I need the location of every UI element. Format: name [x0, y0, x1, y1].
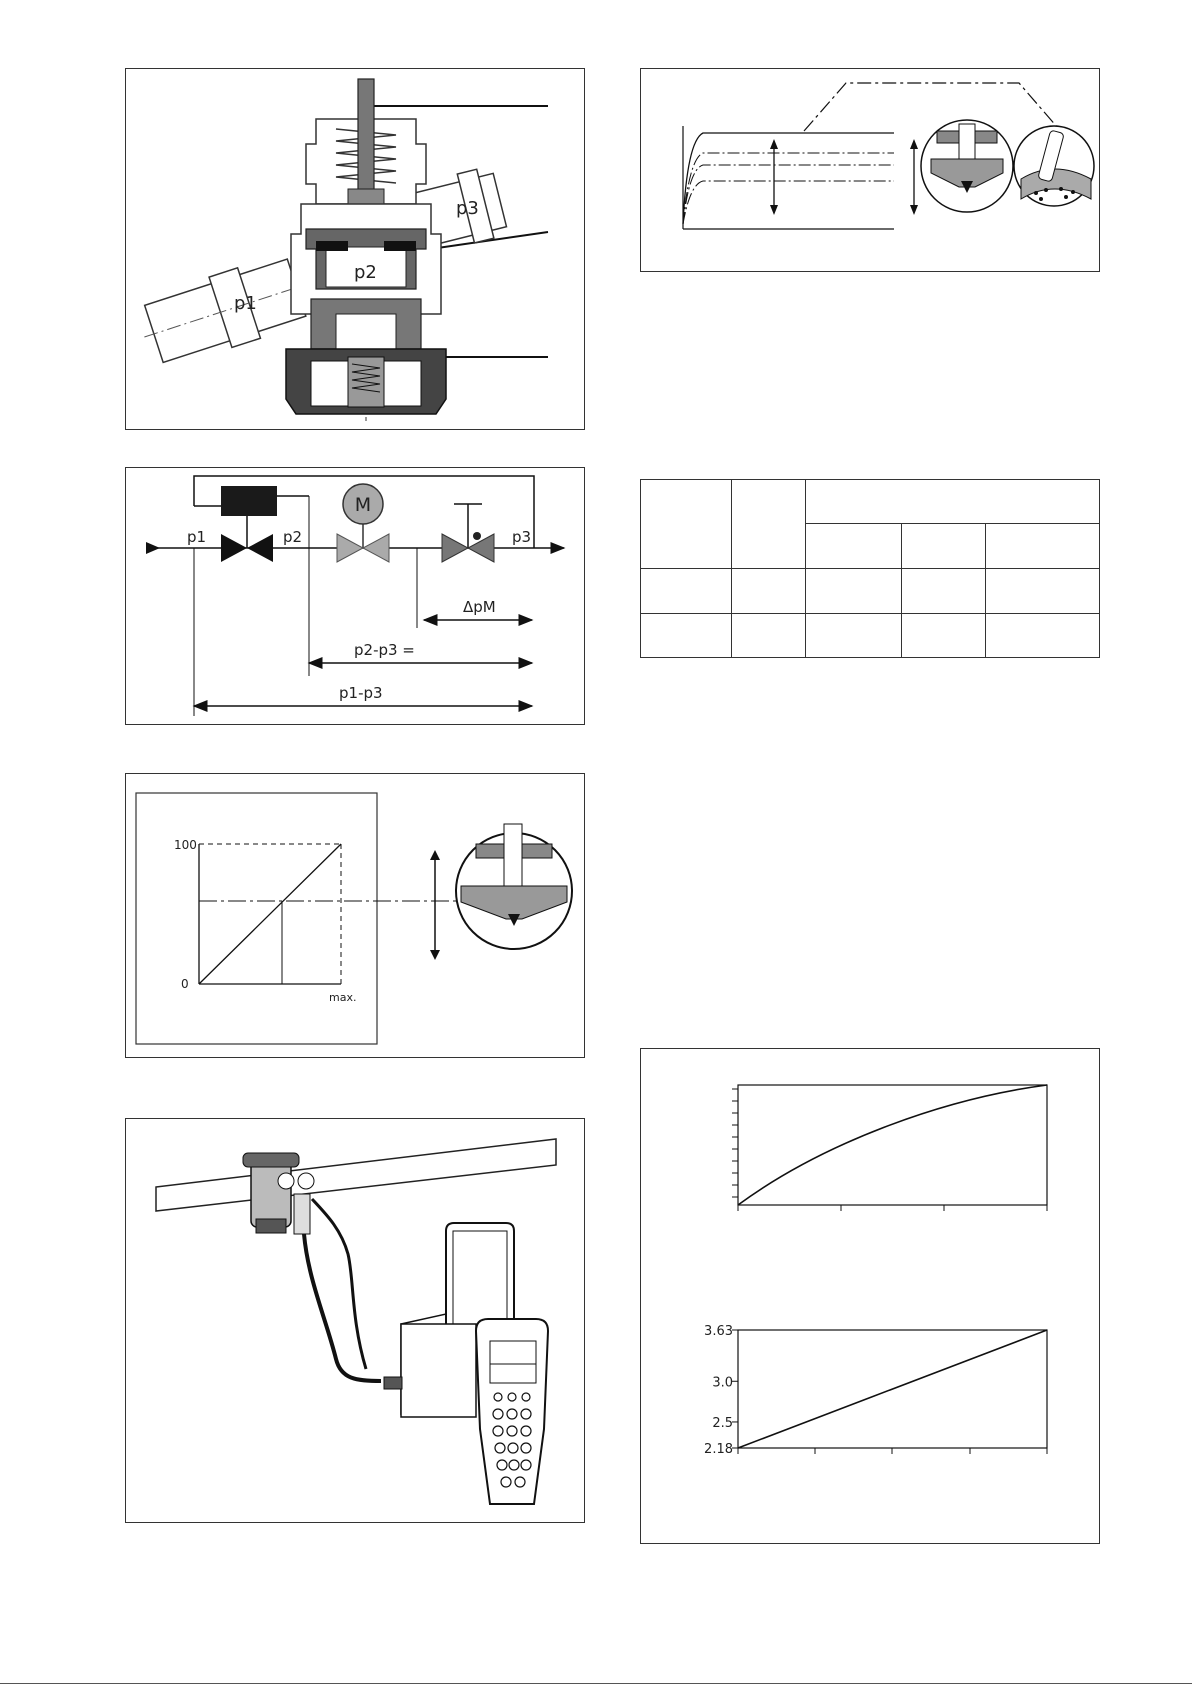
chart2-ytick-label-3: 2.5: [712, 1415, 733, 1431]
pressure-schematic-figure: [125, 467, 585, 725]
table-cell: [732, 614, 806, 658]
stroke-detail-drawing: [641, 69, 1100, 272]
table-cell: [902, 569, 986, 614]
measurement-unit: [401, 1324, 476, 1417]
table-cell: [732, 569, 806, 614]
table-cell: [806, 569, 902, 614]
p2p3-label: p2-p3 =: [354, 641, 415, 659]
table-cell: [986, 524, 1100, 569]
dpm-label: ΔpM: [463, 598, 496, 616]
pipe: [156, 1139, 556, 1211]
y-max-label: 100: [174, 838, 197, 852]
y-min-label: 0: [181, 977, 189, 991]
table-cell: [806, 480, 1100, 524]
handheld-display: [490, 1341, 536, 1383]
p3-label: p3: [512, 528, 532, 546]
valve-port-p2-label: p2: [354, 262, 377, 283]
table-cell: [902, 614, 986, 658]
meter-installation-drawing: [126, 1119, 585, 1523]
data-table: [640, 479, 1100, 658]
regulator-actuator: [221, 486, 277, 516]
setting-graph-drawing: [126, 774, 585, 1058]
charts-drawing: [641, 1049, 1100, 1544]
table-cell: [641, 614, 732, 658]
p2-label: p2: [283, 528, 303, 546]
table-cell: [902, 524, 986, 569]
p1-label: p1: [187, 528, 207, 546]
table-cell: [732, 480, 806, 569]
table-cell: [641, 569, 732, 614]
chart2-ytick-label-1: 3.63: [704, 1324, 733, 1339]
chart2-ytick-label-2: 3.0: [712, 1375, 733, 1391]
page-bottom-rule: [0, 1683, 1192, 1684]
table-cell: [986, 569, 1100, 614]
setting-graph-figure: [125, 773, 585, 1058]
table-cell: [806, 524, 902, 569]
meter-installation-figure: [125, 1118, 585, 1523]
pressure-schematic-drawing: [126, 468, 585, 725]
chart2-ytick-label-4: 2.18: [704, 1442, 733, 1457]
valve-section-figure: [125, 68, 585, 430]
p1p3-label: p1-p3: [339, 684, 383, 702]
valve-section-drawing: [126, 69, 585, 430]
chart1-plot-area: [738, 1085, 1047, 1205]
motor-label: M: [354, 494, 372, 516]
table-cell: [641, 480, 732, 569]
stroke-detail-figure: [640, 68, 1100, 272]
x-max-label: max.: [329, 991, 357, 1004]
charts-figure: [640, 1048, 1100, 1544]
table-cell: [986, 614, 1100, 658]
valve-port-p3-label: p3: [456, 198, 479, 219]
table-cell: [806, 614, 902, 658]
valve-port-p1-label: p1: [234, 293, 257, 314]
